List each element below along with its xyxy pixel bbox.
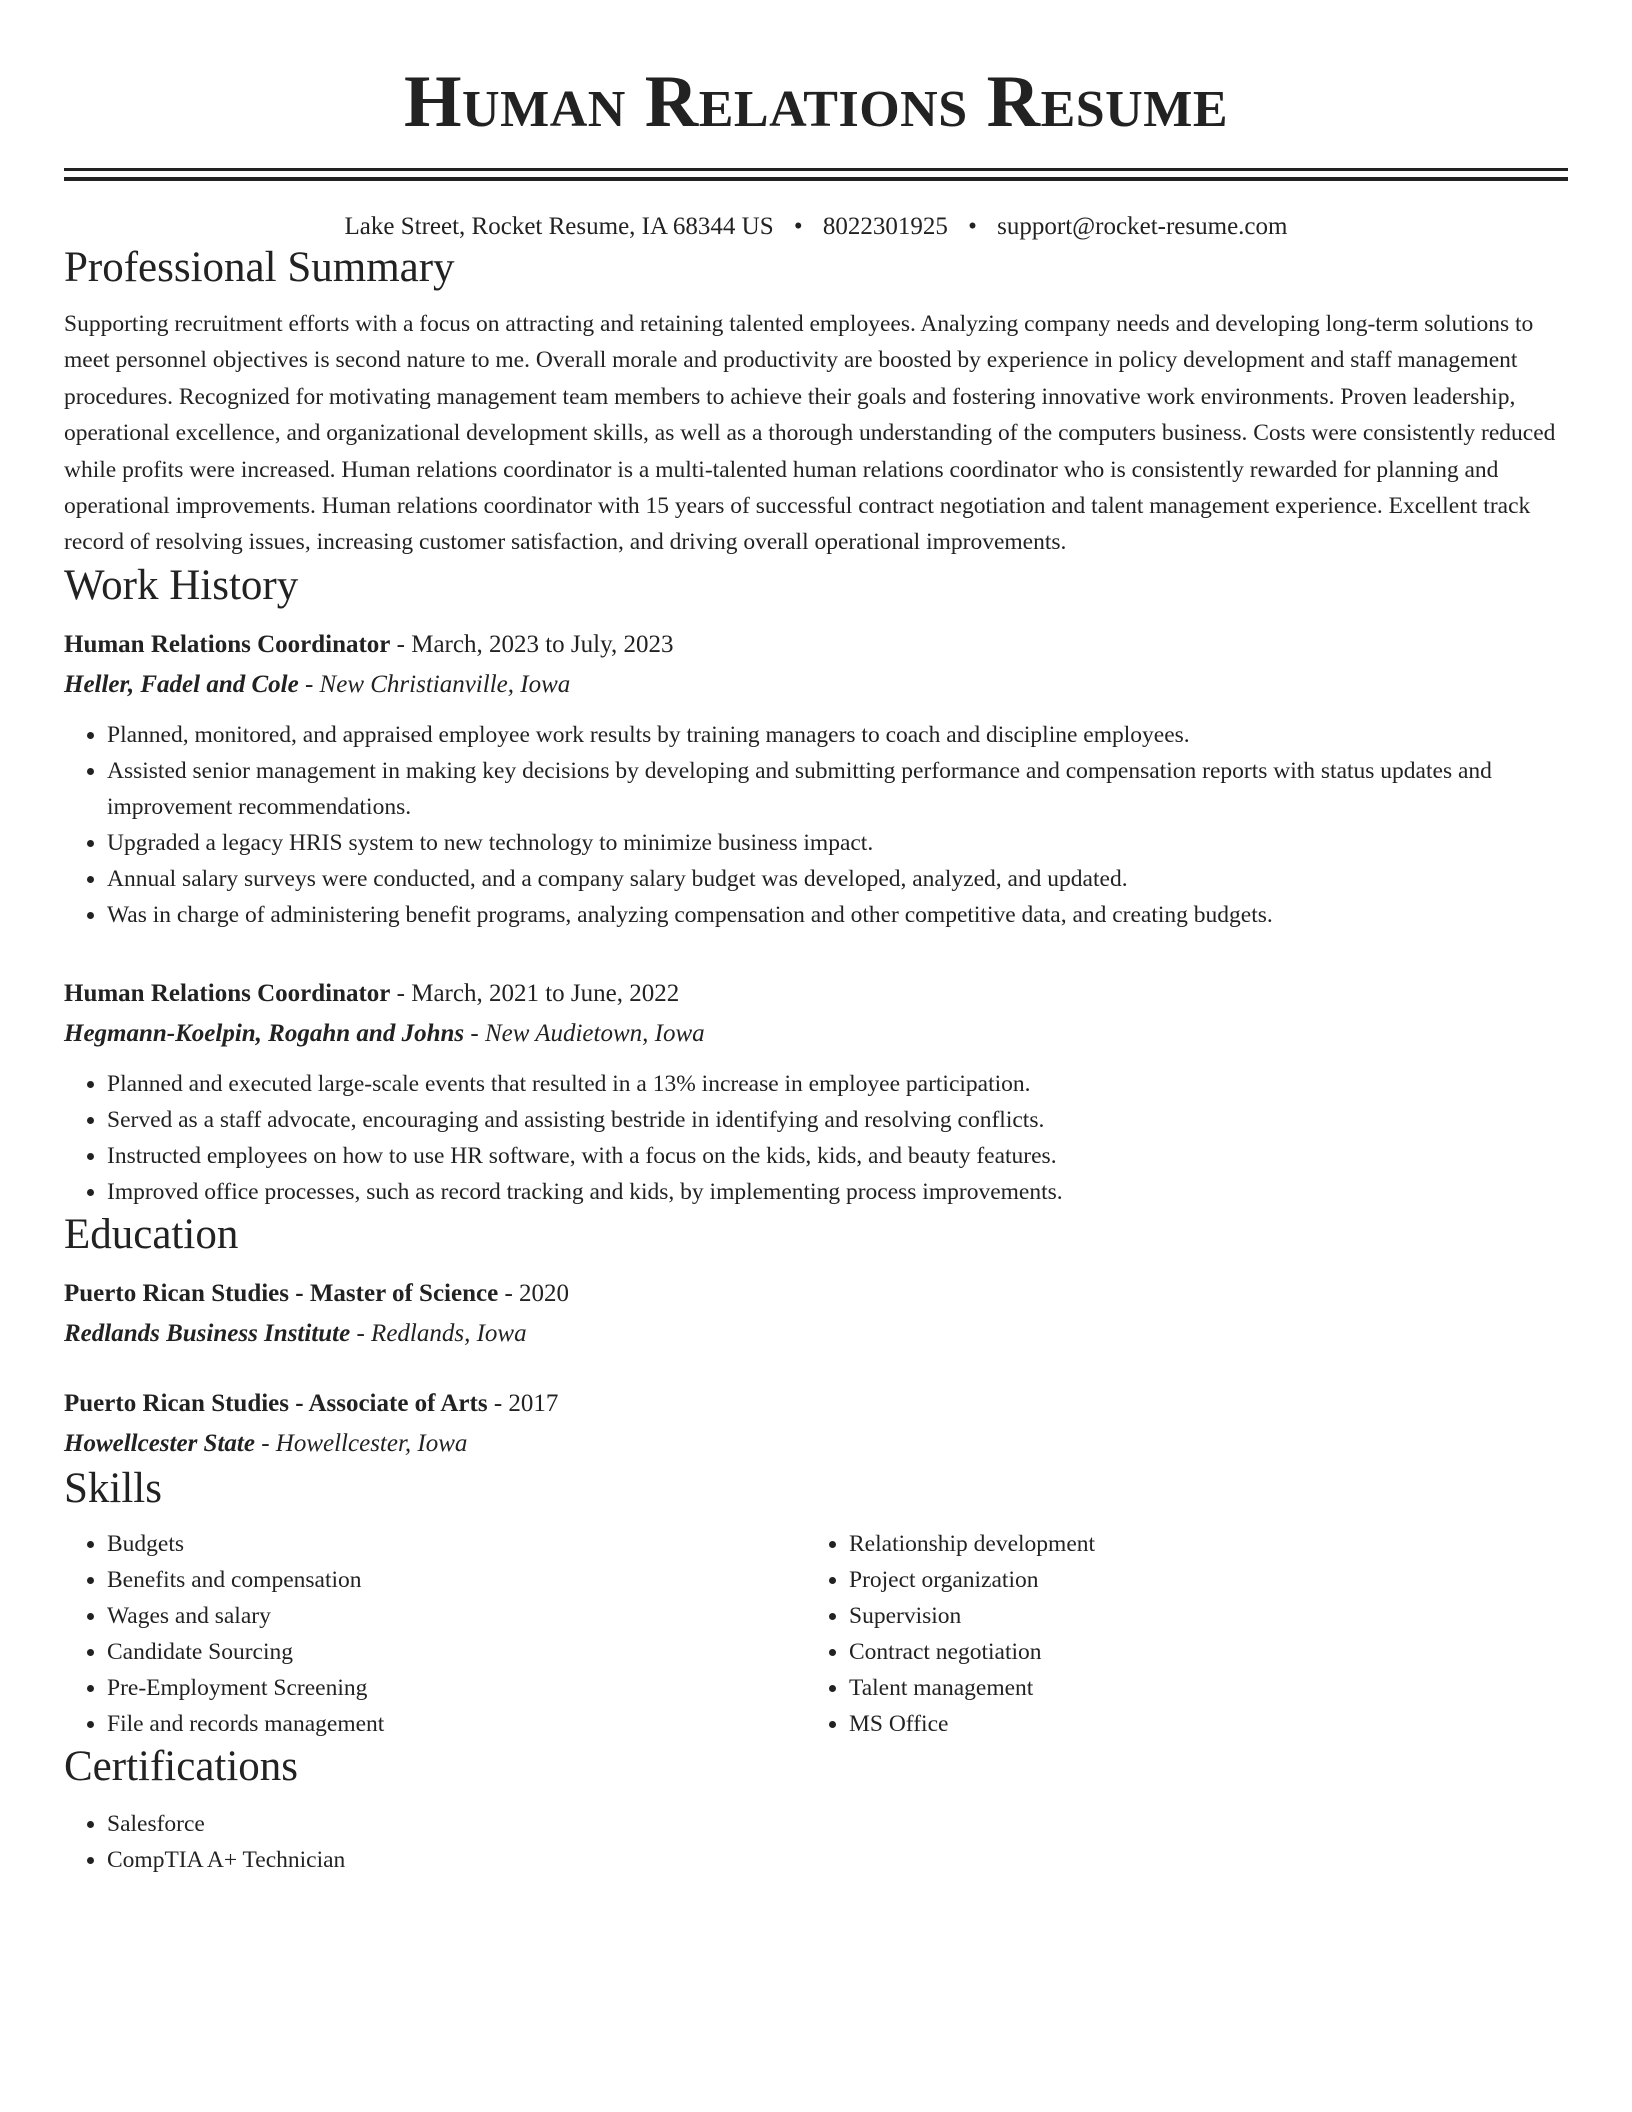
contact-address: Lake Street, Rocket Resume, IA 68344 US: [344, 213, 774, 240]
education-location: - Redlands, Iowa: [356, 1319, 527, 1347]
contact-separator: •: [793, 213, 803, 240]
job-location: - New Audietown, Iowa: [470, 1019, 705, 1047]
job-company-line: [64, 665, 1568, 705]
skills-column-right: [806, 1526, 1548, 1742]
job-title-line: [64, 625, 1568, 665]
job-entry: [64, 625, 1568, 933]
contact-phone: 8022301925: [822, 213, 948, 240]
skill-item: • Contract negotiation: [849, 1634, 1548, 1670]
skill-item: • Relationship development: [849, 1526, 1548, 1562]
skills-heading: Skills: [64, 1464, 162, 1512]
job-bullet: • Was in charge of administering benefit programs, analyzing compensation and other competitive data, and creating budgets.: [107, 897, 1568, 933]
job-dates: - March, 2023 to July, 2023: [396, 630, 674, 658]
skills-column-left: [64, 1526, 806, 1742]
job-company: Hegmann-Koelpin, Rogahn and Johns: [64, 1019, 465, 1047]
education-degree: Puerto Rican Studies - Master of Science: [64, 1279, 499, 1307]
education-degree-line: [64, 1274, 1568, 1314]
resume-title: Human Relations Resume: [404, 61, 1228, 143]
job-bullet: • Upgraded a legacy HRIS system to new technology to minimize business impact.: [107, 825, 1568, 861]
skill-item: • MS Office: [849, 1706, 1548, 1742]
education-school-line: [64, 1424, 1568, 1464]
title-rule-bottom: [64, 177, 1568, 181]
summary-heading: Professional Summary: [64, 244, 455, 291]
certification-item: • Salesforce: [107, 1806, 1568, 1842]
title-rule-top: [64, 168, 1568, 171]
job-entry: [64, 974, 1568, 1210]
job-dates: - March, 2021 to June, 2022: [396, 979, 680, 1007]
resume-page: [64, 0, 1568, 1878]
education-heading: Education: [64, 1210, 239, 1258]
skill-item: • Project organization: [849, 1562, 1548, 1598]
skill-item: • File and records management: [107, 1706, 806, 1742]
education-entry: [64, 1274, 1568, 1354]
skill-item: • Benefits and compensation: [107, 1562, 806, 1598]
job-company: Heller, Fadel and Cole: [64, 670, 299, 698]
job-bullets: [64, 717, 1568, 933]
education-year: - 2020: [504, 1279, 570, 1307]
job-bullets: [64, 1066, 1568, 1210]
education-location: - Howellcester, Iowa: [261, 1429, 468, 1457]
job-bullet: • Improved office processes, such as record tracking and kids, by implementing process improvements.: [107, 1174, 1568, 1210]
skills-list: [64, 1526, 806, 1742]
education-school-line: [64, 1314, 1568, 1354]
skill-item: • Supervision: [849, 1598, 1548, 1634]
contact-line: [64, 211, 1568, 243]
skill-item: • Candidate Sourcing: [107, 1634, 806, 1670]
job-bullet: • Assisted senior management in making key decisions by developing and submitting performance and compensation reports with status updates and improvement recommendations.: [107, 753, 1568, 825]
skill-item: • Pre-Employment Screening: [107, 1670, 806, 1706]
certifications-list: [64, 1806, 1568, 1878]
skill-item: • Talent management: [849, 1670, 1548, 1706]
job-company-line: [64, 1014, 1568, 1054]
education-year: - 2017: [493, 1389, 559, 1417]
job-title: Human Relations Coordinator: [64, 630, 391, 658]
contact-separator: •: [968, 213, 977, 240]
certifications-heading: Certifications: [64, 1742, 299, 1790]
job-location: - New Christianville, Iowa: [304, 670, 571, 698]
work-history-heading: Work History: [64, 561, 299, 609]
skill-item: • Budgets: [107, 1526, 806, 1562]
education-degree-line: [64, 1384, 1568, 1424]
job-title-line: [64, 974, 1568, 1014]
education-entry: [64, 1384, 1568, 1464]
summary-text: Supporting recruitment efforts with a focus on attracting and retaining talented employees. Analyzing company needs and developing long-term solutions to meet personnel objectives is second nature to me. Overall morale and productivity are boosted by experience in policy development and staff management procedures. Recognized for motivating management team members to achieve their goals and fostering innovative work environments. Proven leadership, operational excellence, and organizational development skills, as well as a thorough understanding of the computers business. Costs were consistently reduced while profits were increased. Human relations coordinator is a multi-talented human relations coordinator who is consistently rewarded for planning and operational improvements. Human relations coordinator with 15 years of successful contract negotiation and talent management experience. Excellent track record of resolving issues, increasing customer satisfaction, and driving overall operational improvements.: [64, 311, 1556, 556]
education-school: Howellcester State: [64, 1429, 255, 1457]
job-bullet: • Instructed employees on how to use HR software, with a focus on the kids, kids, and beauty features.: [107, 1138, 1568, 1174]
skills-columns: [64, 1526, 1568, 1742]
skill-item: • Wages and salary: [107, 1598, 806, 1634]
certifications-section: [64, 1806, 1568, 1878]
job-bullet: • Planned and executed large-scale events that resulted in a 13% increase in employee participation.: [107, 1066, 1568, 1102]
certification-item: • CompTIA A+ Technician: [107, 1842, 1568, 1878]
skills-list: [806, 1526, 1548, 1742]
education-school: Redlands Business Institute: [64, 1319, 351, 1347]
job-bullet: • Served as a staff advocate, encouraging and assisting bestride in identifying and resolving conflicts.: [107, 1102, 1568, 1138]
job-bullet: • Planned, monitored, and appraised employee work results by training managers to coach and discipline employees.: [107, 717, 1568, 753]
job-bullet: • Annual salary surveys were conducted, and a company salary budget was developed, analyzed, and updated.: [107, 861, 1568, 897]
job-title: Human Relations Coordinator: [64, 979, 391, 1007]
education-degree: Puerto Rican Studies - Associate of Arts: [64, 1389, 488, 1417]
contact-email: support@rocket-resume.com: [997, 213, 1288, 240]
